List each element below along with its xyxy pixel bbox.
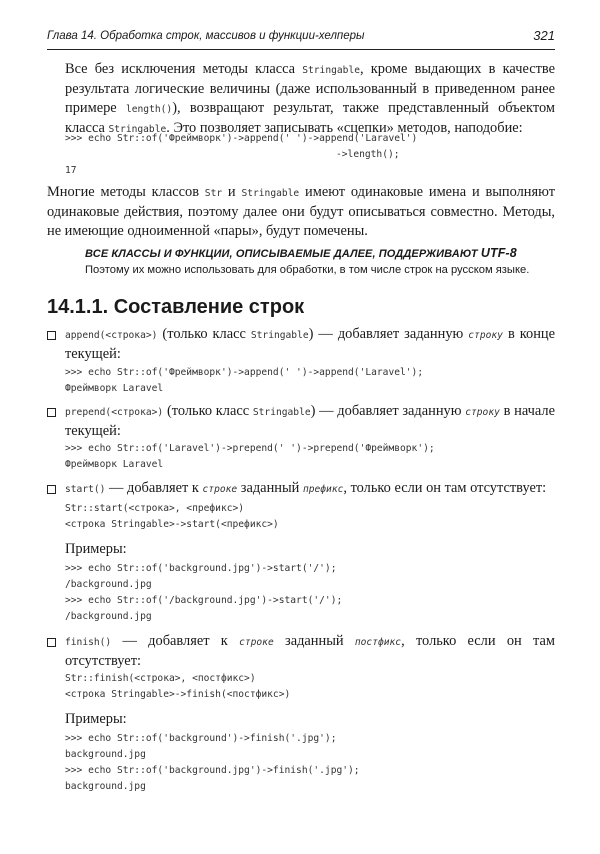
code-line: >>> echo Str::of('Фреймворк')->append(' ')->append('Laravel'): [65, 133, 418, 144]
intro-paragraph: Все без исключения методы класса Stringable, кроме выдающих в качестве результата логические величины (даже использованный в приведенном ранее примере length()), возвращают результат, также представленный объектом класса Stringable. Это позволяет записывать «сцепки» методов, наподобие:: [65, 61, 555, 136]
method-start: start() — добавляет к строке заданный префикс, только если он там отсутствует:: [65, 480, 547, 496]
code-output: Фреймворк Laravel: [65, 383, 164, 394]
running-header: [47, 27, 555, 50]
page-number: 321: [533, 28, 555, 43]
note-text: Поэтому их можно использовать для обработки, в том числе строк на русском языке.: [85, 264, 530, 276]
code-output: 17: [65, 165, 77, 176]
code-line: >>> echo Str::of('/background.jpg')->start('/');: [65, 595, 343, 606]
chapter-title: Глава 14. Обработка строк, массивов и функции-хелперы: [47, 30, 365, 42]
code-line: >>> echo Str::of('background')->finish('.jpg');: [65, 733, 337, 744]
method-append: append(<строка>) (только класс Stringable) — добавляет заданную строку в конце текущей:: [65, 326, 555, 362]
method-prepend: prepend(<строка>) (только класс Stringable) — добавляет заданную строку в начале текущей:: [65, 403, 556, 439]
syntax-line: <строка Stringable>->start(<префикс>): [65, 519, 279, 530]
checkbox-bullet-icon: [47, 408, 56, 417]
code-output: background.jpg: [65, 781, 146, 792]
method-finish: finish() — добавляет к строке заданный постфикс, только если он там отсутствует:: [65, 633, 555, 669]
section-title: 14.1.1. Составление строк: [47, 296, 305, 318]
code-output: Фреймворк Laravel: [65, 459, 164, 470]
checkbox-bullet-icon: [47, 485, 56, 494]
examples-label: Примеры:: [65, 541, 127, 557]
checkbox-bullet-icon: [47, 638, 56, 647]
code-line: >>> echo Str::of('Фреймворк')->append(' ')->append('Laravel');: [65, 367, 424, 378]
code-output: background.jpg: [65, 749, 146, 760]
code-output: /background.jpg: [65, 579, 152, 590]
methods-paragraph: Многие методы классов Str и Stringable имеют одинаковые имена и выполняют одинаковые действия, поэтому далее они будут описываться совместно. Методы, не имеющие одноименной «пары», будут помечены.: [47, 184, 555, 239]
examples-label: Примеры:: [65, 711, 127, 727]
code-line: ->length();: [336, 149, 400, 160]
code-output: /background.jpg: [65, 611, 152, 622]
code-line: >>> echo Str::of('background.jpg')->start('/');: [65, 563, 337, 574]
note-title: ВСЕ КЛАССЫ И ФУНКЦИИ, ОПИСЫВАЕМЫЕ ДАЛЕЕ, ПОДДЕРЖИВАЮТ UTF-8: [85, 246, 517, 260]
syntax-line: Str::start(<строка>, <префикс>): [65, 503, 245, 514]
syntax-line: <строка Stringable>->finish(<постфикс>): [65, 689, 291, 700]
syntax-line: Str::finish(<строка>, <постфикс>): [65, 673, 256, 684]
code-line: >>> echo Str::of('Laravel')->prepend(' ')->prepend('Фреймворк');: [65, 443, 435, 454]
code-line: >>> echo Str::of('background.jpg')->finish('.jpg');: [65, 765, 360, 776]
checkbox-bullet-icon: [47, 331, 56, 340]
